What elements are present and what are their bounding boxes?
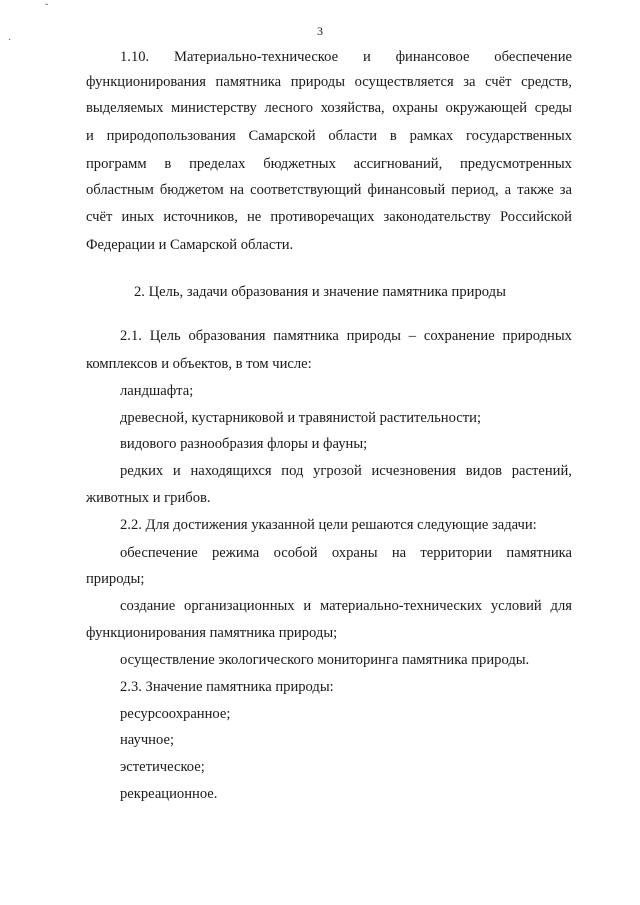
word: за (559, 182, 572, 198)
value-item-1-text: ресурсоохранное; (120, 706, 231, 722)
p-1-10-line-4-words (86, 127, 572, 145)
p-2-2-text: 2.2. Для достижения указанной цели решаются следующие задачи: (120, 517, 537, 533)
value-item-4-text: рекреационное. (120, 786, 218, 802)
word: программ (86, 156, 147, 172)
word: природы (346, 328, 401, 344)
word: организационных (184, 598, 295, 614)
word: бюджетных (263, 156, 336, 172)
p-1-10-line-8-text: Федерации и Самарской области. (86, 237, 294, 253)
p-1-10-line-5-words (86, 155, 572, 173)
word: видов (465, 463, 503, 479)
word: территории (420, 545, 493, 561)
word: памятника (506, 545, 572, 561)
word: а (504, 182, 512, 198)
word: на (391, 545, 407, 561)
word: соответствующий (250, 182, 362, 198)
word: в (164, 156, 172, 172)
word: под (281, 463, 304, 479)
word: рамках (409, 128, 454, 144)
task-3-text: осуществление экологического мониторинга памятника природы. (120, 652, 530, 668)
word: для (550, 598, 572, 614)
word: противоречащих (270, 209, 375, 225)
p-1-10-line-1-words (120, 48, 572, 66)
word: и (303, 598, 312, 614)
word: областным (86, 182, 154, 198)
p-1-10-line-6-words (86, 181, 572, 199)
word: период, (451, 182, 499, 198)
word: 2.1. (120, 328, 142, 344)
word: памятника (215, 74, 282, 90)
p-1-10-line-2-words (86, 73, 572, 91)
word: природных (502, 328, 572, 344)
word: растений, (511, 463, 572, 479)
word: Цель (149, 328, 181, 344)
task-1-line-2-text: природы; (86, 571, 145, 587)
corner-mark: ˇ (45, 3, 49, 14)
word: создание (120, 598, 176, 614)
word: предусмотренных (460, 156, 572, 172)
word: также (517, 182, 554, 198)
word: на (229, 182, 245, 198)
p-2-1-line-2-text: комплексов и объектов, в том числе: (86, 356, 312, 372)
word: памятника (273, 328, 339, 344)
word: министерству (171, 100, 257, 116)
word: Материально-техническое (174, 49, 339, 65)
goal-item-2-text: древесной, кустарниковой и травянистой растительности; (120, 410, 481, 426)
word: средств, (521, 74, 572, 90)
task-2-line-2-text: функционирования памятника природы; (86, 625, 338, 641)
word: функционирования (86, 74, 206, 90)
word: Российской (500, 209, 572, 225)
word: лесного (264, 100, 314, 116)
value-item-3-text: эстетическое; (120, 759, 205, 775)
p-1-10-line-7-words (86, 208, 572, 226)
goal-item-1-text: ландшафта; (120, 383, 194, 399)
word: сохранение (423, 328, 495, 344)
word: осуществляется (354, 74, 454, 90)
word: и (362, 49, 371, 65)
value-item-2-text: научное; (120, 732, 174, 748)
word: Самарской (248, 128, 316, 144)
word: среды (534, 100, 572, 116)
word: охраны (392, 100, 438, 116)
word: обеспечение (120, 545, 198, 561)
p-1-10-line-3-words (86, 99, 572, 117)
word: государственных (465, 128, 572, 144)
word: иных (121, 209, 155, 225)
task-2-line-1-words (120, 597, 572, 615)
goal-item-4-line-2-text: животных и грибов. (86, 490, 211, 506)
word: исчезновения (371, 463, 456, 479)
word: счёт (86, 209, 113, 225)
section-2-heading: 2. Цель, задачи образования и значение памятника природы (134, 284, 506, 300)
word: ассигнований, (353, 156, 443, 172)
p-2-1-line-1-words (120, 327, 572, 345)
word: режима (212, 545, 260, 561)
word: особой (273, 545, 318, 561)
word: окружающей (445, 100, 528, 116)
word: обеспечение (494, 49, 572, 65)
word: материально-технических (319, 598, 483, 614)
word: финансовый (367, 182, 446, 198)
p-2-3-text: 2.3. Значение памятника природы: (120, 679, 334, 695)
goal-item-4-line-1-words (120, 462, 572, 480)
word: источников, (163, 209, 238, 225)
word: не (246, 209, 262, 225)
word: и (172, 463, 181, 479)
word: условий (490, 598, 542, 614)
word: природопользования (106, 128, 236, 144)
word: хозяйства, (320, 100, 385, 116)
word: законодательству (383, 209, 491, 225)
word: области (328, 128, 378, 144)
word: счёт (485, 74, 512, 90)
word: в (389, 128, 397, 144)
corner-dot: · (8, 35, 12, 46)
word: образования (188, 328, 266, 344)
word: – (408, 328, 417, 344)
page-number: 3 (317, 24, 323, 38)
word: и (86, 128, 94, 144)
word: природы (290, 74, 346, 90)
word: угрозой (313, 463, 362, 479)
word: редких (120, 463, 164, 479)
task-1-line-1-words (120, 544, 572, 562)
goal-item-3-text: видового разнообразия флоры и фауны; (120, 436, 368, 452)
word: 1.10. (120, 49, 150, 65)
word: охраны (331, 545, 378, 561)
word: находящихся (190, 463, 272, 479)
word: бюджетом (159, 182, 224, 198)
word: выделяемых (86, 100, 164, 116)
word: за (463, 74, 476, 90)
word: финансовое (395, 49, 470, 65)
word: пределах (189, 156, 246, 172)
